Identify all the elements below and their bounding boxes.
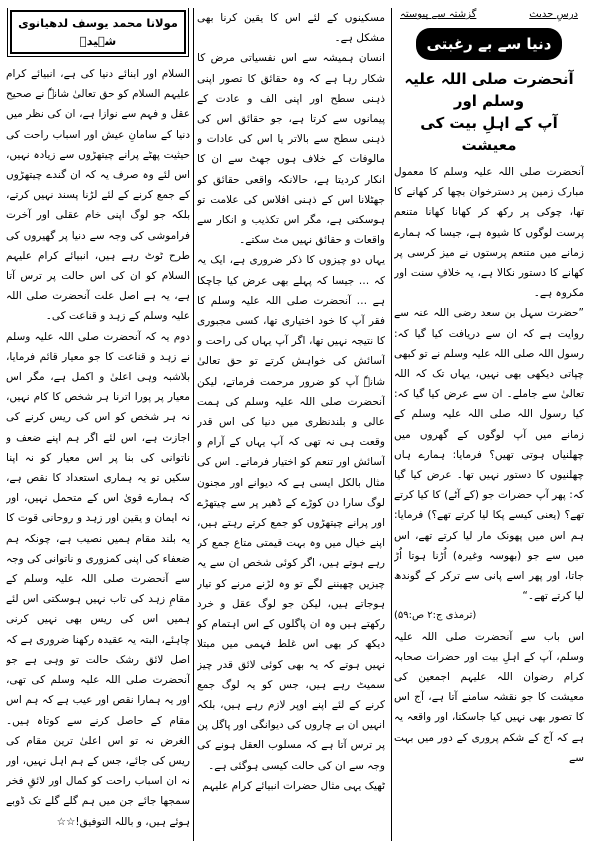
paragraph: دوم یہ کہ آنحضرت صلی اللہ علیہ وسلم نے زہد و قناعت کا جو معیار قائم فرمایا، بلاشبہ وہی اعلیٰ و اکمل ہے، مگر اس معیار پر پورا اترنا ہر شخص کا کام نہیں، نہ ہر شخص کو اس کی ریس کرنے کی اجازت ہے، اس لئے اگر ہم اپنے ضعف و ناتوانی کی بنا پر اس معیار کو نہ اپنا سکیں تو یہ ہماری استعداد کا نقص ہے، کہ ہمارے قویٰ اس کے متحمل نہیں، اور نہ ایمان و یقین اور زہد و روحانی قوت کا یہ بلند مقام ہمیں نصیب ہے، چونکہ ہم ضعفاء کی اپنی کمزوری و ناتوانی کی وجہ سے آنحضرت صلی اللہ علیہ وسلم کے مقامِ زہد کی تاب نہیں ہوسکتی اس لئے ہمیں اس کی ریس بھی نہیں کرنی چاہئے، البتہ یہ عقیدہ رکھنا ضروری ہے کہ اصل لائق رشک حالت تو وہی ہے جو آنحضرت صلی اللہ علیہ وسلم کی تھی، اور یہ ہمارا نقص اور عیب ہے کہ ہم اس مقام کے حاصل کرنے سے کوتاہ ہیں۔ الغرض نہ تو اس اعلیٰ ترین مقام کی ریس کی جائے، جس کے ہم اہل نہیں، اور نہ ان اسباب راحت کو کمال اور لائقِ فخر سمجھا جائے جن میں ہم گلے گلے تک ڈوبے ہوئے ہیں، و باللہ التوفیق!☆☆ xyxy=(6,330,190,828)
paragraph: اس باب سے آنحضرت صلی اللہ علیہ وسلم، آپ کے اہلِ بیت اور حضرات صحابہ کرام رضوان اللہ علیہم اجمعین کی معیشت کا جو نقشہ سامنے آتا ہے، آج اس کا تصور بھی نہیں کیا جاسکتا، اور واقعہ یہ ہے کہ آج کے شکم پروری کے دور میں بہت سے xyxy=(394,630,584,764)
paragraph: انسان ہمیشہ سے اس نفسیاتی مرض کا شکار رہا ہے کہ وہ حقائق کا تصور اپنی ذہنی سطح اور اپنی الف و عادت کے پیمانوں سے کرتا ہے، جو حقائق اس کی ذہنی سطح سے بالاتر یا اس کی عادات و مالوفات کے خلاف ہوں جھٹ سے ان کا انکار کردیتا ہے، حالانکہ واقعی حقائق کو جھٹلانا اس کے ذہنی افلاس کی علامت تو ہوسکتی ہے، مگر اس تکذیب و انکار سے واقعات و حقائق نہیں مٹ سکتے۔ xyxy=(197,52,385,247)
author-box: مولانا محمد یوسف لدھیانوی شہیدؒ xyxy=(10,10,186,54)
column-divider xyxy=(193,8,194,841)
column-divider xyxy=(391,8,392,841)
headline-line-1: آنحضرت صلی اللہ علیہ وسلم اور xyxy=(404,70,574,110)
headline xyxy=(394,68,584,156)
paragraph: یہاں دو چیزوں کا ذکر ضروری ہے، ایک یہ کہ … جیسا کہ پہلے بھی عرض کیا جاچکا ہے … آنحضرت صلی اللہ علیہ وسلم کا فقر آپ کا خود اختیاری تھا، کسی مجبوری کا نتیجہ نہیں تھا، اگر آپ یہاں کی راحت و آسائش کی خواہش کرتے تو حق تعالیٰ شانہٗ آپ کو ضرور مرحمت فرماتے، لیکن آنحضرت صلی اللہ علیہ وسلم کی ہمت عالی و بلندنظری میں دنیا کی اس قدر وقعت ہی نہ تھی کہ آپ یہاں کے آرام و آسائش اور تنعم کو اختیار فرماتے۔ اس کی مثال بالکل ایسی ہے کہ دیوانے اور مجنون لوگ سارا دن کوڑے کے ڈھیر پر سے چیتھڑے اور پرانے چیتھڑوں کو جمع کرتے رہتے ہیں، اپنے خیال میں وہ بہت قیمتی متاع جمع کر رہے ہوتے ہیں، اگر کوئی شخص ان سے یہ چیزیں چھیننے لگے تو وہ لڑنے مرنے کو تیار ہوجاتے ہیں، لیکن جو لوگ عقل و خرد رکھتے ہیں وہ ان پاگلوں کے اس اہتمام کو دیکھ کر بھی اس غلط فہمی میں مبتلا نہیں ہوتے کہ یہ بھی کوئی لائق قدر چیز سمیٹ رہے ہیں، جس کو یہ لوگ جمع کرنے کے لئے اپنے اوپر لازم رہے ہیں، بلکہ انہیں ان بے چاروں کی دیوانگی اور پاگل پن پر ترس آتا ہے کہ مسلوب العقل ہونے کی وجہ سے ان کی حالت کیسی ہوگئی ہے۔ xyxy=(197,254,385,772)
column-middle xyxy=(197,8,385,841)
reference: (ترمذی ج:۲ ص:۵۹) xyxy=(394,610,477,622)
paragraph: ”حضرت سہل بن سعد رضی اللہ عنہ سے روایت ہے کہ ان سے دریافت کیا گیا کہ: رسول اللہ صلی اللہ علیہ وسلم نے تو کبھی چپاتی دیکھی بھی نہیں، یہاں تک کہ اللہ تعالیٰ سے جاملے۔ ان سے عرض کیا گیا کہ: کیا رسول اللہ صلی اللہ علیہ وسلم کے زمانے میں آپ لوگوں کے گھروں میں چھلنیاں ہوتی تھیں؟ فرمایا: ہمارے ہاں چھلنیوں کا دستور نہیں تھا۔ عرض کیا گیا کہ: پھر آپ حضرات جو (کے آٹے) کا کیا کرتے تھے؟ (یعنی کیسے پکا لیا کرتے تھے؟) فرمایا: ہم اس میں پھونک مار لیا کرتے تھے، اس میں سے جو (بھوسہ وغیرہ) اُڑنا ہوتا اُڑ جاتا، اور پھر اسے پانی سے ترکر کے گوندھ لیا کرتے تھے۔“ xyxy=(394,307,584,603)
column-right xyxy=(394,8,584,841)
banner-title: دنیا سے بے رغبتی xyxy=(416,28,562,60)
continuation-label: گزشتہ سے پیوستہ xyxy=(400,9,477,20)
paragraph: مسکینوں کے لئے اس کا یقین کرنا بھی مشکل ہے۔ xyxy=(197,12,385,45)
paragraph: السلام اور ابنائے دنیا کی ہے، انبیائے کرام علیہم السلام کو حق تعالیٰ شانہٗ نے صحیح عقل و فہم سے نوازا ہے، ان کی نظر میں دنیا کے سامانِ عیش اور اسباب راحت کی حیثیت پھٹے پرانے چیتھڑوں سے زیادہ نہیں، اس لئے وہ صرف یہ کہ ان گندے چیتھڑوں کے جمع کرنے کے لئے لڑنا پسند نہیں کرتے، بلکہ جو لوگ اپنی خام عقلی اور آخرت فراموشی کی وجہ سے دنیا پر گھیروں کی طرح ٹوٹ رہے ہیں، انبیائے کرام علیہم السلام کو ان کی اس حالت پر ترس آتا ہے، یہ ہے اصل علت آنحضرت صلی اللہ علیہ وسلم کے زہد و قناعت کی۔ xyxy=(6,68,190,323)
column-left xyxy=(6,8,190,841)
paragraph: آنحضرت صلی اللہ علیہ وسلم کا معمول مبارک زمین پر دسترخوان بچھا کر کھانے کا تھا، چوکی پر رکھ کر کھانا کھانا متنعم پرست لوگوں کا شیوہ ہے، جیسا کہ ہمارے زمانے میں متنعم پرستوں نے میز کرسی پر کھانے کا دستور نکالا ہے، یہ خلافِ سنت اور مکروہ ہے۔ xyxy=(394,166,584,300)
headline-line-2: آپ کے اہلِ بیت کی معیشت xyxy=(420,114,558,154)
header-row xyxy=(400,8,578,22)
section-label: درسِ حدیث xyxy=(529,9,578,20)
paragraph: ٹھیک یہی مثال حضرات انبیائے کرام علیہم xyxy=(202,779,385,792)
